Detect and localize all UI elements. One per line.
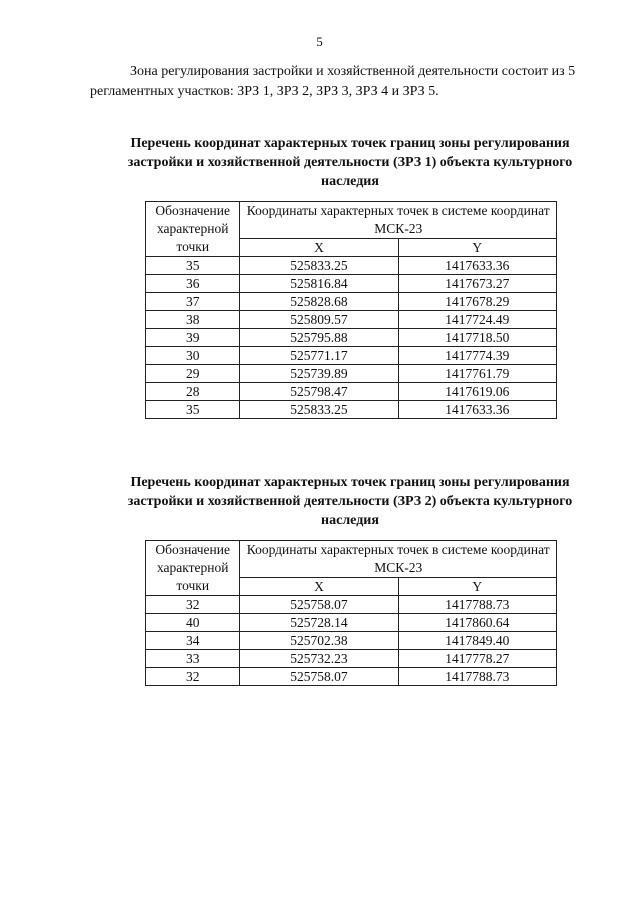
cell-x: 525732.23 [240,650,398,668]
cell-y: 1417774.39 [398,347,556,365]
cell-point: 37 [146,293,240,311]
cell-y: 1417778.27 [398,650,556,668]
cell-x: 525833.25 [240,401,398,419]
table-row [146,347,557,365]
coordinates-table-zrz2 [145,540,557,686]
cell-x: 525758.07 [240,596,398,614]
cell-y: 1417633.36 [398,257,556,275]
cell-x: 525798.47 [240,383,398,401]
intro-paragraph: Зона регулирования застройки и хозяйственной деятельности состоит из 5 регламентных участков: ЗРЗ 1, ЗРЗ 2, ЗРЗ 3, ЗРЗ 4 и ЗРЗ 5. [90,64,576,99]
header-y: Y [398,578,556,596]
table-row [146,383,557,401]
cell-x: 525739.89 [240,365,398,383]
cell-y: 1417718.50 [398,329,556,347]
cell-point: 36 [146,275,240,293]
header-point: Обозначение характерной точки [146,202,240,257]
header-x: X [240,239,398,257]
cell-x: 525795.88 [240,329,398,347]
table-row [146,293,557,311]
cell-x: 525702.38 [240,632,398,650]
header-point: Обозначение характерной точки [146,541,240,596]
cell-point: 39 [146,329,240,347]
table-row [146,329,557,347]
coordinates-table-zrz1 [145,201,557,419]
table-row [146,275,557,293]
header-x: X [240,578,398,596]
cell-x: 525828.68 [240,293,398,311]
cell-x: 525728.14 [240,614,398,632]
cell-y: 1417860.64 [398,614,556,632]
cell-point: 40 [146,614,240,632]
cell-y: 1417761.79 [398,365,556,383]
cell-y: 1417633.36 [398,401,556,419]
table-row [146,668,557,686]
cell-x: 525771.17 [240,347,398,365]
cell-y: 1417724.49 [398,311,556,329]
cell-x: 525816.84 [240,275,398,293]
table-row [146,401,557,419]
header-coords: Координаты характерных точек в системе координат МСК-23 [240,202,557,239]
table-row [146,650,557,668]
table-row [146,257,557,275]
table-row [146,632,557,650]
cell-point: 35 [146,401,240,419]
section-title-zrz1: Перечень координат характерных точек границ зоны регулирования застройки и хозяйственной деятельности (ЗРЗ 1) объекта культурного наследия [127,136,573,189]
cell-x: 525833.25 [240,257,398,275]
table-row [146,614,557,632]
cell-y: 1417678.29 [398,293,556,311]
table-row [146,596,557,614]
header-y: Y [398,239,556,257]
section-title-zrz2: Перечень координат характерных точек границ зоны регулирования застройки и хозяйственной деятельности (ЗРЗ 2) объекта культурного наследия [127,475,573,528]
table-row [146,365,557,383]
cell-point: 28 [146,383,240,401]
cell-point: 32 [146,596,240,614]
cell-y: 1417788.73 [398,596,556,614]
cell-point: 30 [146,347,240,365]
cell-point: 32 [146,668,240,686]
header-coords: Координаты характерных точек в системе координат МСК-23 [240,541,557,578]
table-row [146,311,557,329]
table-body [146,596,557,686]
cell-x: 525809.57 [240,311,398,329]
cell-point: 34 [146,632,240,650]
cell-point: 35 [146,257,240,275]
cell-point: 33 [146,650,240,668]
cell-point: 38 [146,311,240,329]
cell-y: 1417849.40 [398,632,556,650]
cell-x: 525758.07 [240,668,398,686]
cell-y: 1417619.06 [398,383,556,401]
table-body [146,257,557,419]
page-number: 5 [316,34,323,49]
cell-y: 1417673.27 [398,275,556,293]
cell-y: 1417788.73 [398,668,556,686]
cell-point: 29 [146,365,240,383]
